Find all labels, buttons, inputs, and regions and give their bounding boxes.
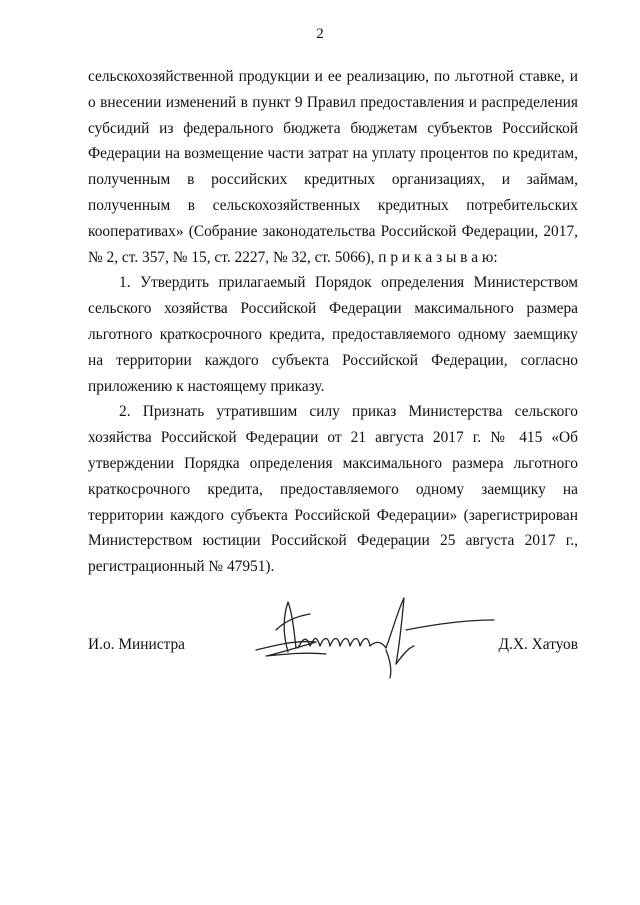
page-number: 2 [316,26,324,42]
paragraph-continuation: сельскохозяйственной продукции и ее реализацию, по льготной ставке, и о внесении изменений в пункт 9 Правил предоставления и распределения субсидий из федерального бюджета бюджетам субъектов Российской Федерации на возмещение части затрат на уплату процентов по кредитам, полученным в российских кредитных организациях, и займам, полученным в сельскохозяйственных кредитных потребительских кооперативах» (Собрание законодательства Российской Федерации, 2017, № 2, ст. 357, № 15, ст. 2227, № 32, ст. 5066), п р и к а з ы в а ю: [88,68,578,266]
document-body [88,64,578,580]
handwritten-signature [236,590,496,680]
signatory-name: Д.Х. Хатуов [498,636,578,653]
paragraph-item-2: 2. Признать утратившим силу приказ Министерства сельского хозяйства Российской Федерации от 21 августа 2017 г. № 415 «Об утверждении Порядка определения максимального размера льготного краткосрочного кредита, предоставляемого одному заемщику на территории каждого субъекта Российской Федерации» (зарегистрирован Министерством юстиции Российской Федерации 25 августа 2017 г., регистрационный № 47951). [88,403,578,576]
signature-block [88,590,578,680]
signatory-title: И.о. Министра [88,636,186,653]
paragraph-item-1: 1. Утвердить прилагаемый Порядок определения Министерством сельского хозяйства Российской Федерации максимального размера льготного краткосрочного кредита, предоставляемого одному заемщику на территории каждого субъекта Российской Федерации, согласно приложению к настоящему приказу. [88,274,578,395]
